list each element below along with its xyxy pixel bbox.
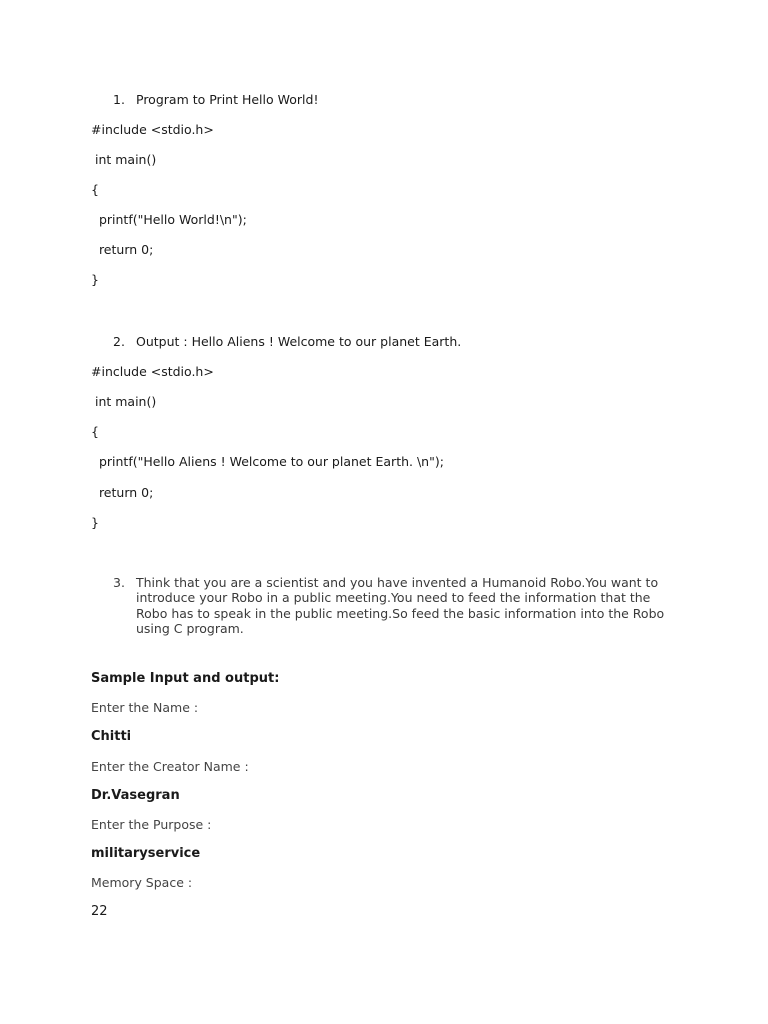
code-line: #include <stdio.h> [91,122,214,137]
code-line: } [91,272,99,287]
item-paragraph: Think that you are a scientist and you have invented a Humanoid Robo.You want to introduce your Robo in a public meeting.You need to feed the information that the Robo has to speak in the public meeting.So feed the basic information into the Robo using C program. [136,575,665,636]
sample-value: Chitti [91,729,132,744]
code-line: int main() [91,394,157,409]
code-line: printf("Hello Aliens ! Welcome to our planet Earth. \n"); [91,454,444,469]
item-title: Program to Print Hello World! [136,92,319,107]
sample-value: Dr.Vasegran [91,788,180,803]
code-line: } [91,515,99,530]
item-title: Output : Hello Aliens ! Welcome to our planet Earth. [136,334,462,349]
sample-prompt: Memory Space : [91,875,193,890]
code-line: return 0; [91,242,154,257]
code-line: return 0; [91,485,154,500]
code-line: int main() [91,152,157,167]
sample-prompt: Enter the Creator Name : [91,759,249,774]
code-line: printf("Hello World!\n"); [91,212,247,227]
code-line: { [91,182,99,197]
sample-prompt: Enter the Purpose : [91,817,212,832]
item-number: 3. [113,575,125,590]
code-line: { [91,424,99,439]
sample-prompt: Enter the Name : [91,700,199,715]
item-number: 2. [113,334,125,349]
sample-value: militaryservice [91,846,201,861]
sample-value: 22 [91,904,108,919]
code-line: #include <stdio.h> [91,364,214,379]
item-number: 1. [113,92,125,107]
sample-heading: Sample Input and output: [91,671,280,686]
